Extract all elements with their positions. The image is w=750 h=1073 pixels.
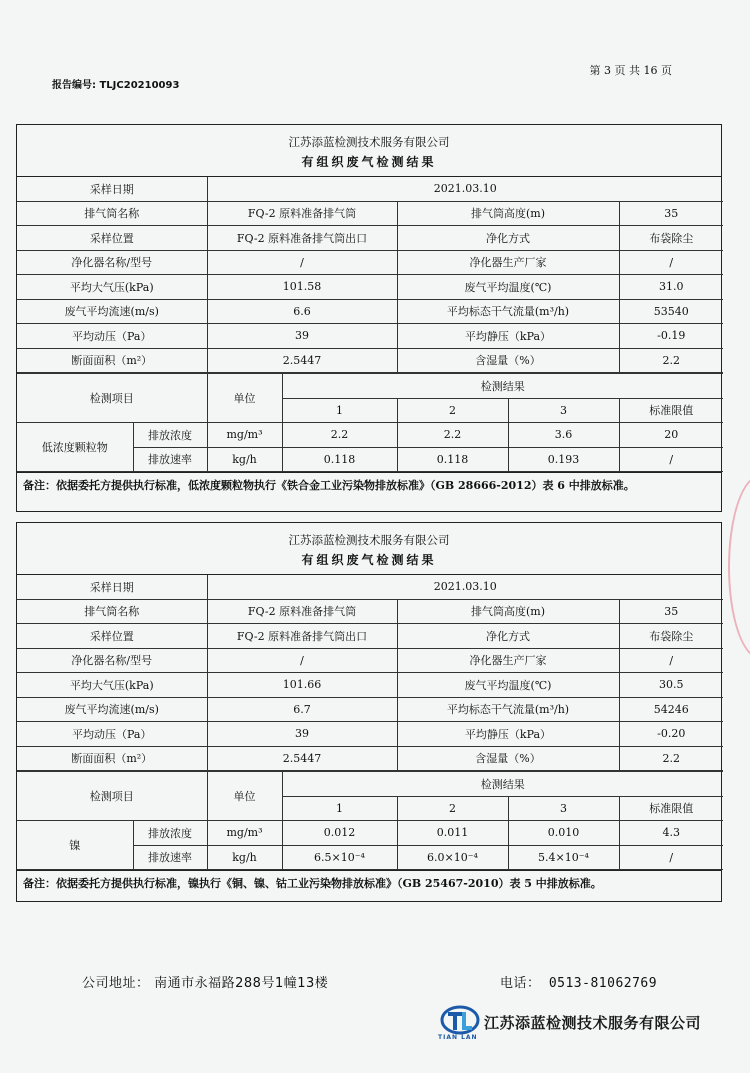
cell: 101.58 bbox=[207, 275, 397, 300]
cell: 53540 bbox=[619, 299, 723, 324]
cell: 布袋除尘 bbox=[619, 226, 723, 251]
table-header bbox=[17, 523, 721, 575]
table-title: 有组织废气检测结果 bbox=[301, 553, 437, 567]
cell: 平均静压（kPa） bbox=[397, 722, 619, 747]
cell: / bbox=[619, 648, 723, 673]
limit-value: 20 bbox=[619, 423, 723, 448]
cell: 排气筒名称 bbox=[17, 599, 207, 624]
table-row bbox=[17, 821, 723, 846]
sampling-date: 2021.03.10 bbox=[207, 575, 723, 599]
unit: mg/m³ bbox=[207, 423, 282, 448]
table-row bbox=[17, 226, 723, 251]
cell: 平均动压（Pa） bbox=[17, 324, 207, 349]
logo-subtext: TIAN LAN bbox=[438, 1034, 478, 1041]
cell: 采样位置 bbox=[17, 226, 207, 251]
table-title: 有组织废气检测结果 bbox=[301, 155, 437, 169]
col-header: 3 bbox=[508, 796, 619, 821]
param-name: 排放速率 bbox=[133, 447, 207, 472]
cell: 2.2 bbox=[619, 348, 723, 373]
table-row bbox=[17, 275, 723, 300]
value: 2.2 bbox=[282, 423, 397, 448]
cell: 35 bbox=[619, 599, 723, 624]
cell: FQ-2 原料准备排气筒 bbox=[207, 599, 397, 624]
company-logo-icon bbox=[440, 1004, 480, 1048]
col-header: 3 bbox=[508, 398, 619, 423]
page-number: 第 3 页 共 16 页 bbox=[589, 64, 672, 77]
table-row bbox=[17, 624, 723, 649]
cell: 净化器名称/型号 bbox=[17, 250, 207, 275]
cell: 净化方式 bbox=[397, 624, 619, 649]
cell: 2.5447 bbox=[207, 348, 397, 373]
table-row bbox=[17, 746, 723, 771]
unit: kg/h bbox=[207, 447, 282, 472]
table-row bbox=[17, 575, 723, 599]
sampling-date-label: 采样日期 bbox=[17, 177, 207, 201]
cell: 平均动压（Pa） bbox=[17, 722, 207, 747]
value: 6.0×10⁻⁴ bbox=[397, 845, 508, 870]
value: 6.5×10⁻⁴ bbox=[282, 845, 397, 870]
cell: 6.6 bbox=[207, 299, 397, 324]
cell: 平均标态干气流量(m³/h) bbox=[397, 697, 619, 722]
table-row bbox=[17, 299, 723, 324]
table-row bbox=[17, 201, 723, 226]
value: 0.193 bbox=[508, 447, 619, 472]
value: 5.4×10⁻⁴ bbox=[508, 845, 619, 870]
item-label: 检测项目 bbox=[17, 374, 207, 423]
table-row bbox=[17, 177, 723, 201]
table-row bbox=[17, 324, 723, 349]
cell: / bbox=[207, 648, 397, 673]
cell: / bbox=[207, 250, 397, 275]
value: 0.010 bbox=[508, 821, 619, 846]
cell: 30.5 bbox=[619, 673, 723, 698]
value: 0.011 bbox=[397, 821, 508, 846]
col-header: 标准限值 bbox=[619, 796, 723, 821]
param-name: 排放速率 bbox=[133, 845, 207, 870]
results-label: 检测结果 bbox=[282, 772, 723, 797]
page-header bbox=[52, 62, 672, 91]
limit-value: / bbox=[619, 845, 723, 870]
cell: 布袋除尘 bbox=[619, 624, 723, 649]
unit: mg/m³ bbox=[207, 821, 282, 846]
table-row bbox=[17, 374, 723, 399]
table-row bbox=[17, 348, 723, 373]
item-label: 检测项目 bbox=[17, 772, 207, 821]
col-header: 2 bbox=[397, 398, 508, 423]
limit-value: 4.3 bbox=[619, 821, 723, 846]
cell: 断面面积（m²） bbox=[17, 746, 207, 771]
table-note: 备注：依据委托方提供执行标准，镍执行《铜、镍、钴工业污染物排放标准》（GB 25467-2010）表 5 中排放标准。 bbox=[17, 870, 721, 895]
cell: 断面面积（m²） bbox=[17, 348, 207, 373]
cell: 废气平均温度(℃) bbox=[397, 275, 619, 300]
cell: FQ-2 原料准备排气筒 bbox=[207, 201, 397, 226]
cell: 101.66 bbox=[207, 673, 397, 698]
table-row bbox=[17, 423, 723, 448]
cell: 废气平均流速(m/s) bbox=[17, 299, 207, 324]
sampling-date: 2021.03.10 bbox=[207, 177, 723, 201]
cell: 净化器生产厂家 bbox=[397, 250, 619, 275]
cell: FQ-2 原料准备排气筒出口 bbox=[207, 624, 397, 649]
results-table-2 bbox=[16, 522, 722, 902]
cell: 含湿量（%） bbox=[397, 348, 619, 373]
table-note: 备注：依据委托方提供执行标准，低浓度颗粒物执行《铁合金工业污染物排放标准》（GB 28666-2012）表 6 中排放标准。 bbox=[17, 472, 721, 497]
cell: 采样位置 bbox=[17, 624, 207, 649]
table-company: 江苏添蓝检测技术服务有限公司 bbox=[288, 135, 450, 149]
cell: 净化方式 bbox=[397, 226, 619, 251]
report-number: 报告编号: TLJC20210093 bbox=[52, 80, 180, 91]
table-header bbox=[17, 125, 721, 177]
company-phone: 电话： 0513-81062769 bbox=[500, 976, 658, 991]
cell: -0.20 bbox=[619, 722, 723, 747]
cell: 平均大气压(kPa) bbox=[17, 673, 207, 698]
cell: 净化器生产厂家 bbox=[397, 648, 619, 673]
value: 2.2 bbox=[397, 423, 508, 448]
sampling-date-label: 采样日期 bbox=[17, 575, 207, 599]
value: 0.118 bbox=[397, 447, 508, 472]
results-grid bbox=[17, 373, 723, 472]
info-grid bbox=[17, 177, 723, 373]
unit-label: 单位 bbox=[207, 374, 282, 423]
cell: 54246 bbox=[619, 697, 723, 722]
cell: / bbox=[619, 250, 723, 275]
col-header: 1 bbox=[282, 796, 397, 821]
cell: 排气筒高度(m) bbox=[397, 201, 619, 226]
pollutant-name: 镍 bbox=[17, 821, 133, 870]
results-table-1 bbox=[16, 124, 722, 512]
unit: kg/h bbox=[207, 845, 282, 870]
cell: 净化器名称/型号 bbox=[17, 648, 207, 673]
value: 3.6 bbox=[508, 423, 619, 448]
cell: 排气筒名称 bbox=[17, 201, 207, 226]
footer-company-name: 江苏添蓝检测技术服务有限公司 bbox=[484, 1014, 702, 1032]
results-grid bbox=[17, 771, 723, 870]
cell: 39 bbox=[207, 324, 397, 349]
company-address: 公司地址： 南通市永福路288号1幢13楼 bbox=[82, 976, 329, 991]
table-row bbox=[17, 722, 723, 747]
cell: 35 bbox=[619, 201, 723, 226]
limit-value: / bbox=[619, 447, 723, 472]
table-company: 江苏添蓝检测技术服务有限公司 bbox=[288, 533, 450, 547]
table-row bbox=[17, 697, 723, 722]
cell: 排气筒高度(m) bbox=[397, 599, 619, 624]
table-row bbox=[17, 772, 723, 797]
results-label: 检测结果 bbox=[282, 374, 723, 399]
cell: 平均静压（kPa） bbox=[397, 324, 619, 349]
pollutant-name: 低浓度颗粒物 bbox=[17, 423, 133, 472]
cell: 废气平均温度(℃) bbox=[397, 673, 619, 698]
value: 0.118 bbox=[282, 447, 397, 472]
cell: 31.0 bbox=[619, 275, 723, 300]
table-row bbox=[17, 599, 723, 624]
info-grid bbox=[17, 575, 723, 771]
cell: 39 bbox=[207, 722, 397, 747]
cell: -0.19 bbox=[619, 324, 723, 349]
cell: 废气平均流速(m/s) bbox=[17, 697, 207, 722]
table-row bbox=[17, 673, 723, 698]
col-header: 标准限值 bbox=[619, 398, 723, 423]
value: 0.012 bbox=[282, 821, 397, 846]
param-name: 排放浓度 bbox=[133, 821, 207, 846]
cell: 2.5447 bbox=[207, 746, 397, 771]
cell: 含湿量（%） bbox=[397, 746, 619, 771]
param-name: 排放浓度 bbox=[133, 423, 207, 448]
cell: 平均大气压(kPa) bbox=[17, 275, 207, 300]
col-header: 1 bbox=[282, 398, 397, 423]
col-header: 2 bbox=[397, 796, 508, 821]
unit-label: 单位 bbox=[207, 772, 282, 821]
red-seal-stamp bbox=[728, 475, 750, 659]
cell: 2.2 bbox=[619, 746, 723, 771]
cell: FQ-2 原料准备排气筒出口 bbox=[207, 226, 397, 251]
cell: 平均标态干气流量(m³/h) bbox=[397, 299, 619, 324]
table-row bbox=[17, 250, 723, 275]
cell: 6.7 bbox=[207, 697, 397, 722]
table-row bbox=[17, 648, 723, 673]
